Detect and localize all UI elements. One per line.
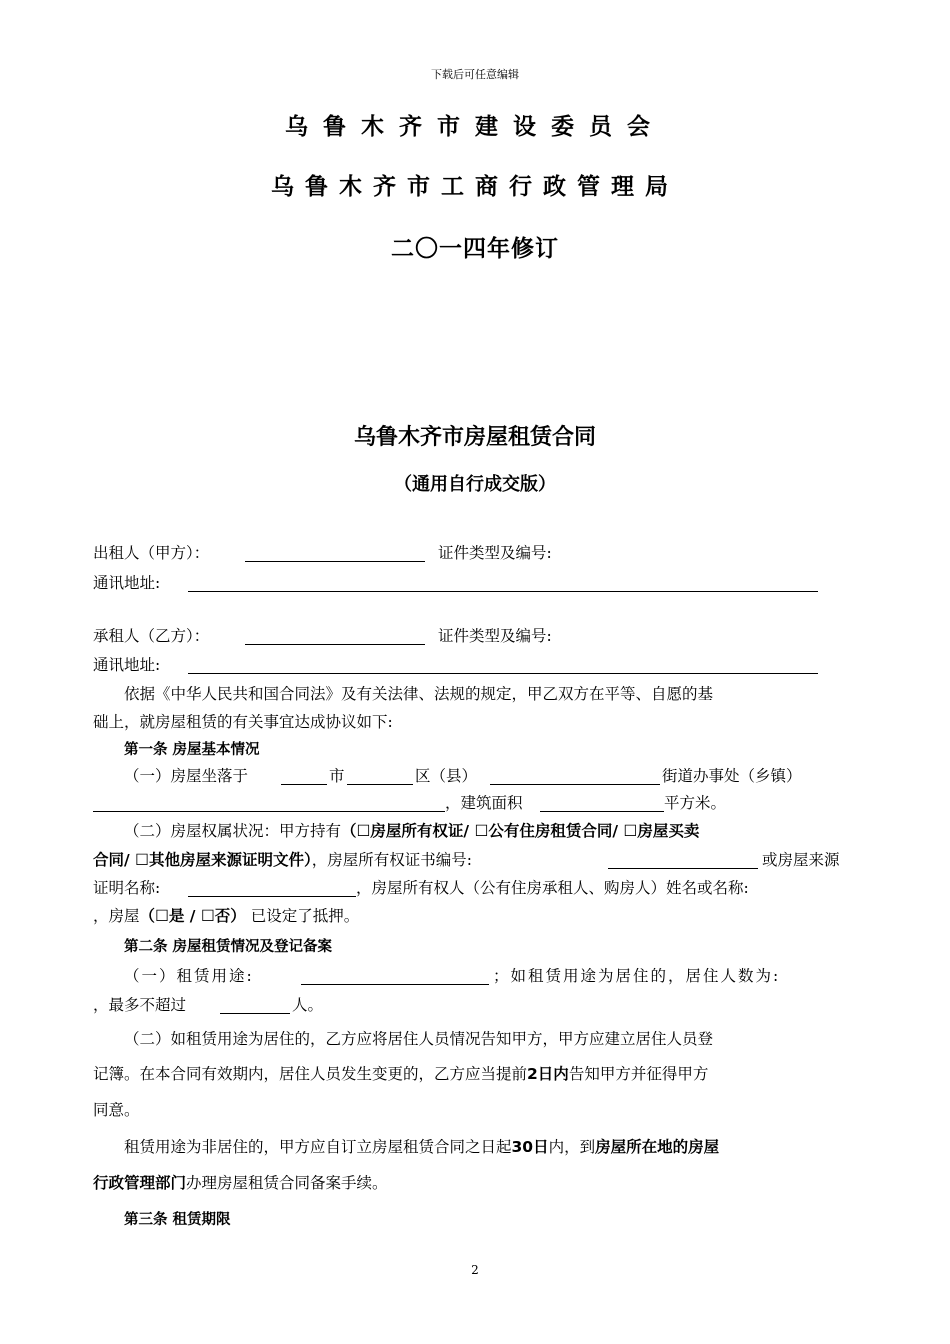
occupants-label: ；如租赁用途为居住的，居住人数为: <box>493 967 781 985</box>
article-2-p2-line1: （二）如租赁用途为居住的，乙方应将居住人员情况告知甲方，甲方应建立居住人员登 <box>124 1030 714 1048</box>
article-2-p2-line2 <box>93 1064 708 1084</box>
intro-line-2: 础上，就房屋租赁的有关事宜达成协议如下: <box>93 713 393 731</box>
ownership-document-options-cont: 合同/ ☐其他房屋来源证明文件） <box>93 851 312 869</box>
max-occupants-blank[interactable] <box>220 1013 290 1014</box>
certificate-number-label: ，房屋所有权证书编号: <box>311 851 472 869</box>
contract-title: 乌鲁木齐市房屋租赁合同 <box>353 425 596 450</box>
notice-text: 记簿。在本合同有效期内，居住人员发生变更的，乙方应当提前 <box>93 1065 528 1083</box>
article-2-p3-line2 <box>93 1173 388 1193</box>
header-note: 下载后可任意编辑 <box>431 68 519 81</box>
article-2-p3-line1 <box>124 1137 719 1157</box>
street-blank[interactable] <box>490 784 660 785</box>
article-1-location-label: （一）房屋坐落于 <box>124 767 249 785</box>
district-blank[interactable] <box>347 784 413 785</box>
filing-procedure: 办理房屋租赁合同备案手续。 <box>186 1174 388 1192</box>
party-a-label: 出租人（甲方）： <box>93 544 210 562</box>
lease-purpose-blank[interactable] <box>301 984 489 985</box>
filing-authority: 房屋所在地的房屋 <box>595 1138 720 1156</box>
proof-name-blank[interactable] <box>188 896 356 897</box>
article-1-heading: 第一条 房屋基本情况 <box>124 742 260 758</box>
certificate-number-blank[interactable] <box>608 868 758 869</box>
party-a-address-label: 通讯地址: <box>93 574 161 592</box>
notice-text-cont: 告知甲方并征得甲方 <box>568 1065 709 1083</box>
mortgage-row <box>93 906 359 926</box>
mortgage-suffix: 已设定了抵押。 <box>245 907 360 925</box>
article-2-heading: 第二条 房屋租赁情况及登记备案 <box>124 939 333 955</box>
filing-authority-cont: 行政管理部门 <box>93 1174 187 1192</box>
owner-name-label: ，房屋所有权人（公有住房承租人、购房人）姓名或名称: <box>356 879 749 897</box>
source-proof-label: 或房屋来源 <box>762 851 840 869</box>
ownership-status-row <box>124 821 699 841</box>
ownership-row-2 <box>93 850 472 870</box>
org-line-construction-committee: 乌鲁木齐市建设委员会 <box>285 114 665 140</box>
ownership-document-options: （☐房屋所有权证/ ☐公有住房租赁合同/ ☐房屋买卖 <box>341 822 700 840</box>
street-office-label: 街道办事处（乡镇） <box>662 767 802 785</box>
city-label: 市 <box>329 767 345 785</box>
filing-text: 租赁用途为非居住的，甲方应自订立房屋租赁合同之日起 <box>124 1138 512 1156</box>
area-unit-label: 平方米。 <box>664 794 727 812</box>
proof-name-label: 证明名称: <box>93 879 161 897</box>
party-a-row <box>93 543 209 563</box>
party-b-id-label: 证件类型及编号: <box>438 627 552 645</box>
party-b-address-blank[interactable] <box>188 673 818 674</box>
ownership-status-label: （二）房屋权属状况：甲方持有 <box>124 822 342 840</box>
building-area-blank[interactable] <box>540 811 664 812</box>
contract-subtitle: （通用自行成交版） <box>394 474 556 495</box>
mortgage-options: （☐是 / ☐否） <box>139 907 246 925</box>
page-number: 2 <box>471 1263 479 1277</box>
filing-text-cont: 内，到 <box>548 1138 596 1156</box>
occupants-unit: 人。 <box>292 996 324 1014</box>
party-a-id-label: 证件类型及编号: <box>438 544 552 562</box>
party-b-address-label: 通讯地址: <box>93 656 161 674</box>
party-b-label: 承租人（乙方）： <box>93 627 210 645</box>
party-b-name-blank[interactable] <box>245 644 425 645</box>
intro-line-1: 依据《中华人民共和国合同法》及有关法律、法规的规定，甲乙双方在平等、自愿的基 <box>124 685 714 703</box>
city-blank[interactable] <box>281 784 327 785</box>
notice-period: 2日内 <box>527 1065 569 1083</box>
org-line-industry-commerce-bureau: 乌鲁木齐市工商行政管理局 <box>271 174 679 200</box>
max-occupants-label: ，最多不超过 <box>93 996 187 1014</box>
building-area-label: ，建筑面积 <box>445 794 523 812</box>
address-detail-blank[interactable] <box>93 811 445 812</box>
article-3-heading: 第三条 租赁期限 <box>124 1212 231 1228</box>
mortgage-label: ，房屋 <box>93 907 140 925</box>
lease-purpose-label: （一）租赁用途: <box>124 967 254 985</box>
district-label: 区（县） <box>415 767 478 785</box>
revision-year: 二〇一四年修订 <box>391 236 559 262</box>
filing-period: 30日 <box>511 1138 549 1156</box>
article-2-p2-line3: 同意。 <box>93 1101 140 1119</box>
party-a-name-blank[interactable] <box>245 561 425 562</box>
party-a-address-blank[interactable] <box>188 591 818 592</box>
